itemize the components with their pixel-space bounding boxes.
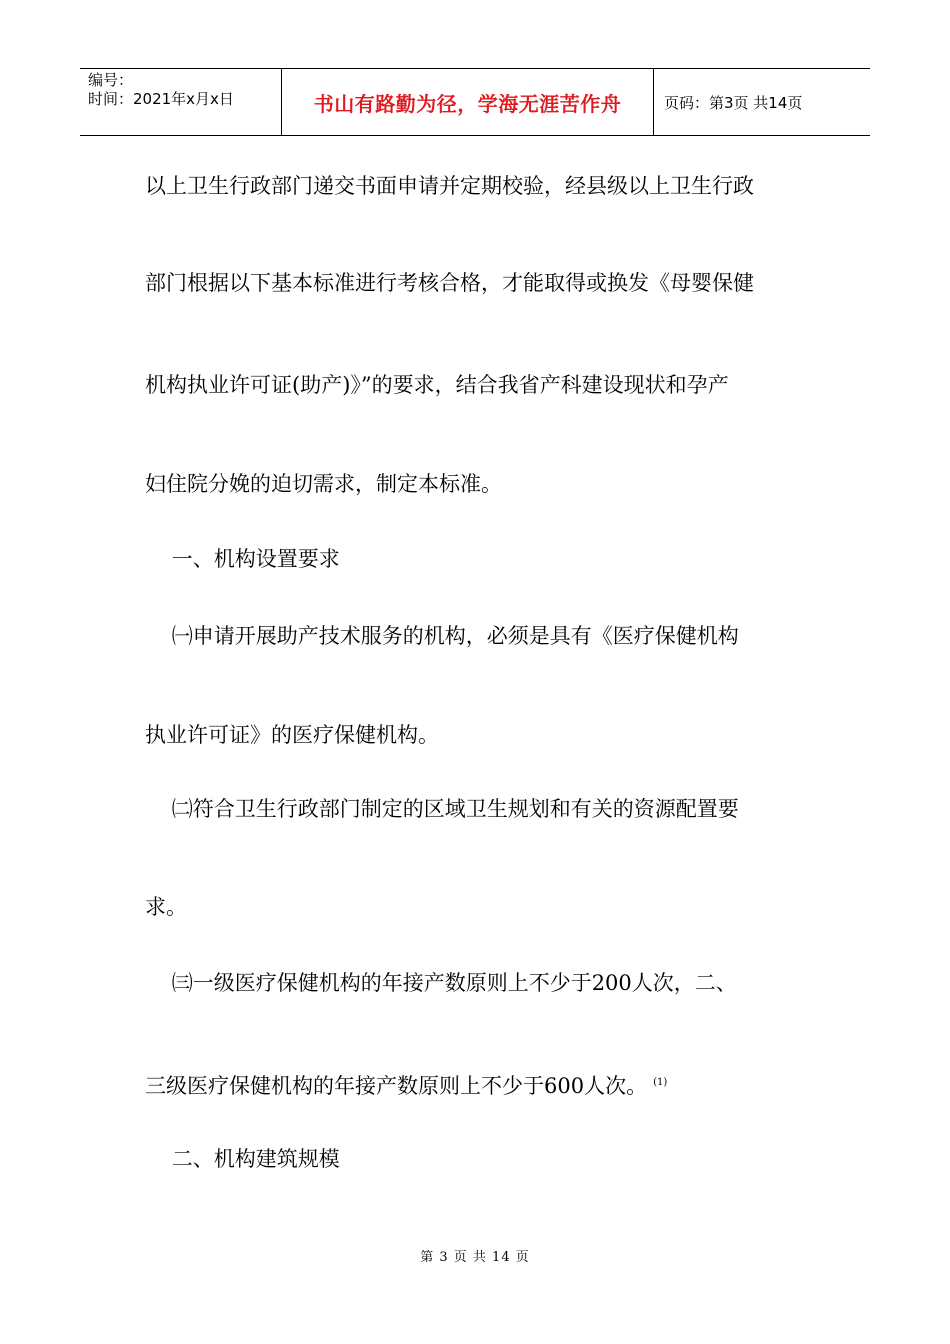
body-line: 求。 [145, 895, 187, 919]
header-motto-cell [282, 69, 654, 135]
section-heading: 一、机构设置要求 [145, 547, 340, 571]
body-line: ㈢一级医疗保健机构的年接产数原则上不少于200人次，二、 [145, 971, 737, 995]
document-date: 时间：2021年x月x日 [88, 90, 234, 108]
body-line: ㈠申请开展助产技术服务的机构，必须是具有《医疗保健机构 [145, 624, 739, 648]
body-line-text: 三级医疗保健机构的年接产数原则上不少于600人次。 [145, 1074, 648, 1098]
body-line: 机构执业许可证(助产)》”的要求，结合我省产科建设现状和孕产 [145, 373, 729, 397]
body-line: ㈡符合卫生行政部门制定的区域卫生规划和有关的资源配置要 [145, 797, 739, 821]
header-meta-cell [80, 69, 282, 135]
body-line [145, 1070, 667, 1099]
document-number-label: 编号： [88, 71, 134, 89]
header-table [80, 68, 870, 136]
footnote-marker[interactable]: (1) [653, 1077, 668, 1088]
body-line: 以上卫生行政部门递交书面申请并定期校验，经县级以上卫生行政 [145, 174, 754, 198]
section-heading: 二、机构建筑规模 [145, 1147, 340, 1171]
header-page-info: 页码：第3页 共14页 [664, 93, 803, 112]
body-line: 妇住院分娩的迫切需求，制定本标准。 [145, 472, 502, 496]
header-page-cell [654, 69, 870, 135]
body-line: 部门根据以下基本标准进行考核合格，才能取得或换发《母婴保健 [145, 271, 754, 295]
body-line: 执业许可证》的医疗保健机构。 [145, 723, 439, 747]
page-footer: 第 3 页 共 14 页 [420, 1250, 530, 1265]
header-motto: 书山有路勤为径，学海无涯苦作舟 [313, 91, 622, 116]
